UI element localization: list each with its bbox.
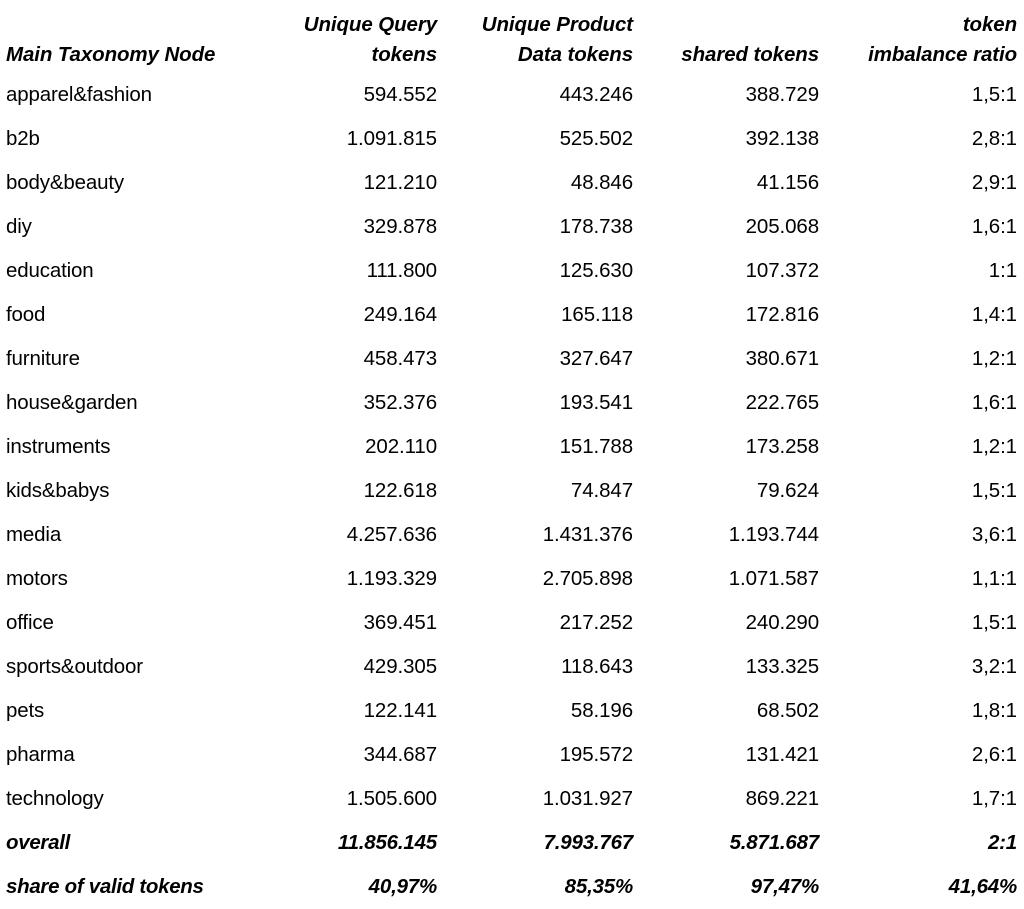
cell-unique-product-data-tokens: 525.502	[559, 127, 633, 150]
cell-shared-tokens: 41.156	[756, 171, 819, 194]
cell-taxonomy-node: education	[6, 259, 94, 282]
cell-shared-tokens: 173.258	[745, 435, 819, 458]
cell-unique-product-data-tokens: 193.541	[559, 391, 633, 414]
cell-token-imbalance-ratio: 3,6:1	[971, 523, 1017, 546]
header-line-2: Data tokens	[517, 43, 633, 66]
table-row	[0, 733, 1024, 777]
cell-unique-query-tokens: 594.552	[363, 83, 437, 106]
cell-token-imbalance-ratio: 3,2:1	[971, 655, 1017, 678]
cell-unique-product-data-tokens: 443.246	[559, 83, 633, 106]
cell-unique-query-tokens: 329.878	[363, 215, 437, 238]
cell-unique-query-tokens: 458.473	[363, 347, 437, 370]
cell-token-imbalance-ratio: 1,7:1	[971, 787, 1017, 810]
header-line-2: Main Taxonomy Node	[6, 43, 216, 66]
table-row	[0, 821, 1024, 865]
cell-taxonomy-node: kids&babys	[6, 479, 110, 502]
header-line-1: Unique Product	[481, 13, 633, 36]
table-row	[0, 513, 1024, 557]
header-line-2: shared tokens	[681, 43, 819, 66]
cell-token-imbalance-ratio: 1,5:1	[971, 479, 1017, 502]
cell-shared-tokens: 392.138	[745, 127, 819, 150]
cell-unique-query-tokens: 1.505.600	[346, 787, 437, 810]
column-header-token-imbalance-ratio	[827, 0, 1024, 73]
cell-taxonomy-node: technology	[6, 787, 104, 810]
cell-unique-product-data-tokens: 2.705.898	[542, 567, 633, 590]
cell-unique-query-tokens: 111.800	[366, 259, 437, 282]
cell-shared-tokens: 869.221	[745, 787, 819, 810]
cell-taxonomy-node: pharma	[6, 743, 75, 766]
cell-taxonomy-node: instruments	[6, 435, 111, 458]
cell-taxonomy-node: share of valid tokens	[6, 875, 204, 898]
cell-unique-product-data-tokens: 125.630	[559, 259, 633, 282]
cell-shared-tokens: 79.624	[756, 479, 819, 502]
cell-shared-tokens: 388.729	[745, 83, 819, 106]
cell-unique-query-tokens: 429.305	[363, 655, 437, 678]
table-row	[0, 161, 1024, 205]
cell-unique-product-data-tokens: 217.252	[559, 611, 633, 634]
cell-token-imbalance-ratio: 2:1	[987, 831, 1017, 854]
header-line-2: imbalance ratio	[868, 43, 1017, 66]
cell-shared-tokens: 172.816	[745, 303, 819, 326]
cell-token-imbalance-ratio: 1,1:1	[971, 567, 1017, 590]
table-row	[0, 293, 1024, 337]
table-row	[0, 381, 1024, 425]
table-row	[0, 469, 1024, 513]
cell-taxonomy-node: sports&outdoor	[6, 655, 143, 678]
cell-shared-tokens: 222.765	[745, 391, 819, 414]
cell-unique-product-data-tokens: 1.031.927	[542, 787, 633, 810]
table-row	[0, 777, 1024, 821]
cell-shared-tokens: 240.290	[745, 611, 819, 634]
cell-taxonomy-node: apparel&fashion	[6, 83, 152, 106]
cell-taxonomy-node: motors	[6, 567, 68, 590]
cell-taxonomy-node: house&garden	[6, 391, 138, 414]
cell-unique-product-data-tokens: 327.647	[559, 347, 633, 370]
cell-unique-query-tokens: 4.257.636	[346, 523, 437, 546]
cell-unique-query-tokens: 202.110	[365, 435, 437, 458]
cell-unique-product-data-tokens: 195.572	[559, 743, 633, 766]
header-line-1: Unique Query	[303, 13, 437, 36]
cell-token-imbalance-ratio: 1,2:1	[971, 347, 1017, 370]
cell-unique-query-tokens: 122.141	[363, 699, 437, 722]
cell-shared-tokens: 97,47%	[750, 875, 819, 898]
cell-taxonomy-node: diy	[6, 215, 32, 238]
table-row	[0, 689, 1024, 733]
cell-unique-query-tokens: 249.164	[363, 303, 437, 326]
header-row	[0, 0, 1024, 73]
cell-token-imbalance-ratio: 1:1	[988, 259, 1017, 282]
table-row	[0, 205, 1024, 249]
cell-shared-tokens: 133.325	[745, 655, 819, 678]
cell-token-imbalance-ratio: 1,6:1	[971, 215, 1017, 238]
cell-shared-tokens: 380.671	[745, 347, 819, 370]
cell-taxonomy-node: b2b	[6, 127, 40, 150]
table-body	[0, 73, 1024, 909]
cell-shared-tokens: 1.071.587	[728, 567, 819, 590]
cell-taxonomy-node: media	[6, 523, 62, 546]
cell-token-imbalance-ratio: 1,5:1	[971, 611, 1017, 634]
cell-unique-query-tokens: 1.091.815	[346, 127, 437, 150]
cell-taxonomy-node: food	[6, 303, 46, 326]
cell-unique-query-tokens: 40,97%	[368, 875, 437, 898]
table-row	[0, 645, 1024, 689]
cell-unique-product-data-tokens: 58.196	[570, 699, 633, 722]
cell-taxonomy-node: office	[6, 611, 54, 634]
table-header	[0, 0, 1024, 73]
cell-unique-product-data-tokens: 1.431.376	[542, 523, 633, 546]
header-line-2: tokens	[371, 43, 437, 66]
cell-unique-product-data-tokens: 118.643	[561, 655, 633, 678]
cell-taxonomy-node: body&beauty	[6, 171, 125, 194]
cell-unique-query-tokens: 122.618	[363, 479, 437, 502]
cell-unique-product-data-tokens: 178.738	[559, 215, 633, 238]
header-line-1: token	[962, 13, 1017, 36]
cell-shared-tokens: 5.871.687	[729, 831, 819, 854]
table-row	[0, 117, 1024, 161]
cell-unique-product-data-tokens: 151.788	[559, 435, 633, 458]
cell-unique-product-data-tokens: 48.846	[570, 171, 633, 194]
cell-taxonomy-node: furniture	[6, 347, 80, 370]
cell-unique-query-tokens: 352.376	[363, 391, 437, 414]
cell-unique-product-data-tokens: 85,35%	[564, 875, 633, 898]
cell-token-imbalance-ratio: 1,4:1	[971, 303, 1017, 326]
cell-token-imbalance-ratio: 2,8:1	[971, 127, 1017, 150]
cell-token-imbalance-ratio: 1,5:1	[971, 83, 1017, 106]
cell-token-imbalance-ratio: 41,64%	[948, 875, 1017, 898]
cell-shared-tokens: 205.068	[745, 215, 819, 238]
cell-unique-query-tokens: 1.193.329	[346, 567, 437, 590]
cell-unique-product-data-tokens: 74.847	[570, 479, 633, 502]
table-row	[0, 425, 1024, 469]
column-header-main-taxonomy-node	[0, 0, 292, 73]
cell-taxonomy-node: overall	[6, 831, 70, 854]
cell-token-imbalance-ratio: 1,8:1	[971, 699, 1017, 722]
column-header-unique-query-tokens	[292, 0, 444, 73]
cell-shared-tokens: 68.502	[756, 699, 819, 722]
table-row	[0, 557, 1024, 601]
cell-token-imbalance-ratio: 1,6:1	[971, 391, 1017, 414]
cell-unique-product-data-tokens: 7.993.767	[543, 831, 633, 854]
cell-unique-query-tokens: 344.687	[363, 743, 437, 766]
table-row	[0, 601, 1024, 645]
cell-unique-product-data-tokens: 165.118	[561, 303, 633, 326]
table-row	[0, 337, 1024, 381]
cell-shared-tokens: 107.372	[745, 259, 819, 282]
table-row	[0, 73, 1024, 117]
cell-token-imbalance-ratio: 2,6:1	[971, 743, 1017, 766]
cell-shared-tokens: 131.421	[745, 743, 819, 766]
cell-token-imbalance-ratio: 2,9:1	[971, 171, 1017, 194]
cell-unique-query-tokens: 369.451	[363, 611, 437, 634]
cell-taxonomy-node: pets	[6, 699, 45, 722]
cell-unique-query-tokens: 11.856.145	[337, 831, 437, 854]
cell-token-imbalance-ratio: 1,2:1	[971, 435, 1017, 458]
cell-shared-tokens: 1.193.744	[728, 523, 819, 546]
column-header-shared-tokens	[640, 0, 827, 73]
table-row	[0, 865, 1024, 909]
cell-unique-query-tokens: 121.210	[363, 171, 437, 194]
table-row	[0, 249, 1024, 293]
column-header-unique-product-data-tokens	[444, 0, 640, 73]
